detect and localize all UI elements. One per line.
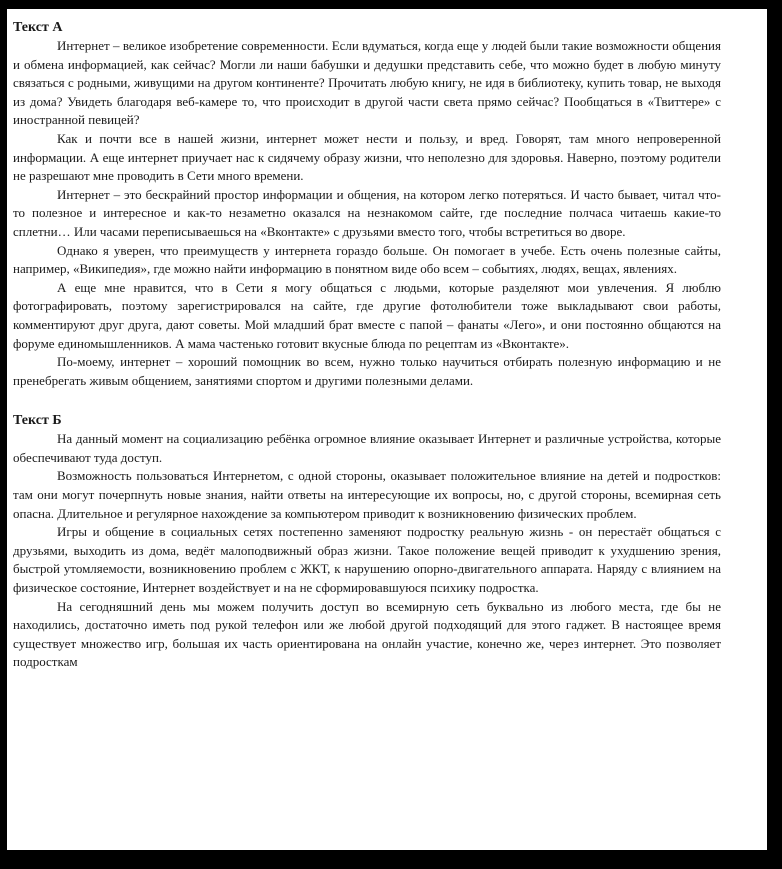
text-b-paragraph-3: Игры и общение в социальных сетях постепенно заменяют подростку реальную жизнь - он перестаёт общаться с друзьями, выходить из дома, ведёт малоподвижный образ жизни. Такое положение вещей приводит к ухудшению зрения, быстрой утомляемости, возникновению проблем с ЖКТ, к нарушению опорно-двигательного аппарата. Наряду с влиянием на физическое состояние, Интернет воздействует и на не сформировавшуюся психику подростка.	[13, 524, 721, 596]
text-a-title: Текст А	[13, 20, 63, 35]
text-a-paragraph-5: А еще мне нравится, что в Сети я могу общаться с людьми, которые разделяют мои увлечения. Я люблю фотографировать, поэтому зарегистрировался на сайте, где другие фотолюбители тоже выкладывают свои работы, комментируют друг друга, дают советы. Мой младший брат вместе с папой – фанаты «Лего», и они постоянно общаются на форуме единомышленников. А мама частенько готовит вкусные блюда по рецептам из «Вконтакте».	[13, 279, 721, 351]
text-a-paragraph-2: Как и почти все в нашей жизни, интернет может нести и пользу, и вред. Говорят, там много непроверенной информации. А еще интернет приучает нас к сидячему образу жизни, что неполезно для здоровья. Наверно, поэтому родители не разрешают мне проводить в Сети много времени.	[13, 130, 721, 184]
text-b-paragraph-1: На данный момент на социализацию ребёнка огромное влияние оказывает Интернет и различные устройства, которые обеспечивают туда доступ.	[13, 431, 721, 465]
text-b-title: Текст Б	[13, 413, 62, 429]
text-a-paragraph-6: По-моему, интернет – хороший помощник во всем, нужно только научиться отбирать полезную информацию и не пренебрегать живым общением, занятиями спортом и другими полезными делами.	[13, 354, 721, 388]
text-b-paragraph-2: Возможность пользоваться Интернетом, с одной стороны, оказывает положительное влияние на детей и подростков: там они могут почерпнуть новые знания, найти ответы на интересующие их вопросы, но, с другой стороны, всемирная сеть опасна. Длительное и регулярное нахождение за компьютером приводит к возникновению физических проблем.	[13, 468, 721, 521]
document-content	[13, 19, 721, 672]
text-a-paragraph-4: Однако я уверен, что преимуществ у интернета гораздо больше. Он помогает в учебе. Есть очень полезные сайты, например, «Википедия», где можно найти информацию в понятном виде обо всем – событиях, людях, вещах, явлениях.	[13, 242, 721, 277]
text-a-section	[13, 19, 721, 390]
text-b-paragraph-4: На сегодняшний день мы можем получить доступ во всемирную сеть буквально из любого места, где бы не находились, достаточно иметь под рукой телефон или же любой другой подходящий для этого гаджет. В настоящее время существует множество игр, большая их часть ориентирована на онлайн участие, конечно же, через интернет. Это позволяет подросткам	[13, 598, 721, 670]
section-spacer	[13, 390, 721, 412]
document-page	[7, 9, 767, 850]
text-a-paragraph-3: Интернет – это бескрайний простор информации и общения, на котором легко потеряться. И часто бывает, читал что-то полезное и интересное и как-то незаметно оказался на незнакомом сайте, где последние полчаса читаешь какие-то сплетни… Или часами переписываешься на «Вконтакте» с друзьями вместо того, чтобы встретиться во дворе.	[13, 186, 721, 239]
text-a-paragraph-1: Интернет – великое изобретение современности. Если вдуматься, когда еще у людей были такие возможности общения и обмена информацией, как сейчас? Могли ли наши бабушки и дедушки представить себе, что можно будет в любую минуту связаться с родными, живущими на другом континенте? Прочитать любую книгу, не идя в библиотеку, купить товар, не выходя из дома? Увидеть благодаря веб-камере то, что происходит в другой части света прямо сейчас? Пообщаться в «Твиттере» с иностранной певицей?	[13, 38, 721, 128]
text-b-section	[13, 412, 721, 672]
